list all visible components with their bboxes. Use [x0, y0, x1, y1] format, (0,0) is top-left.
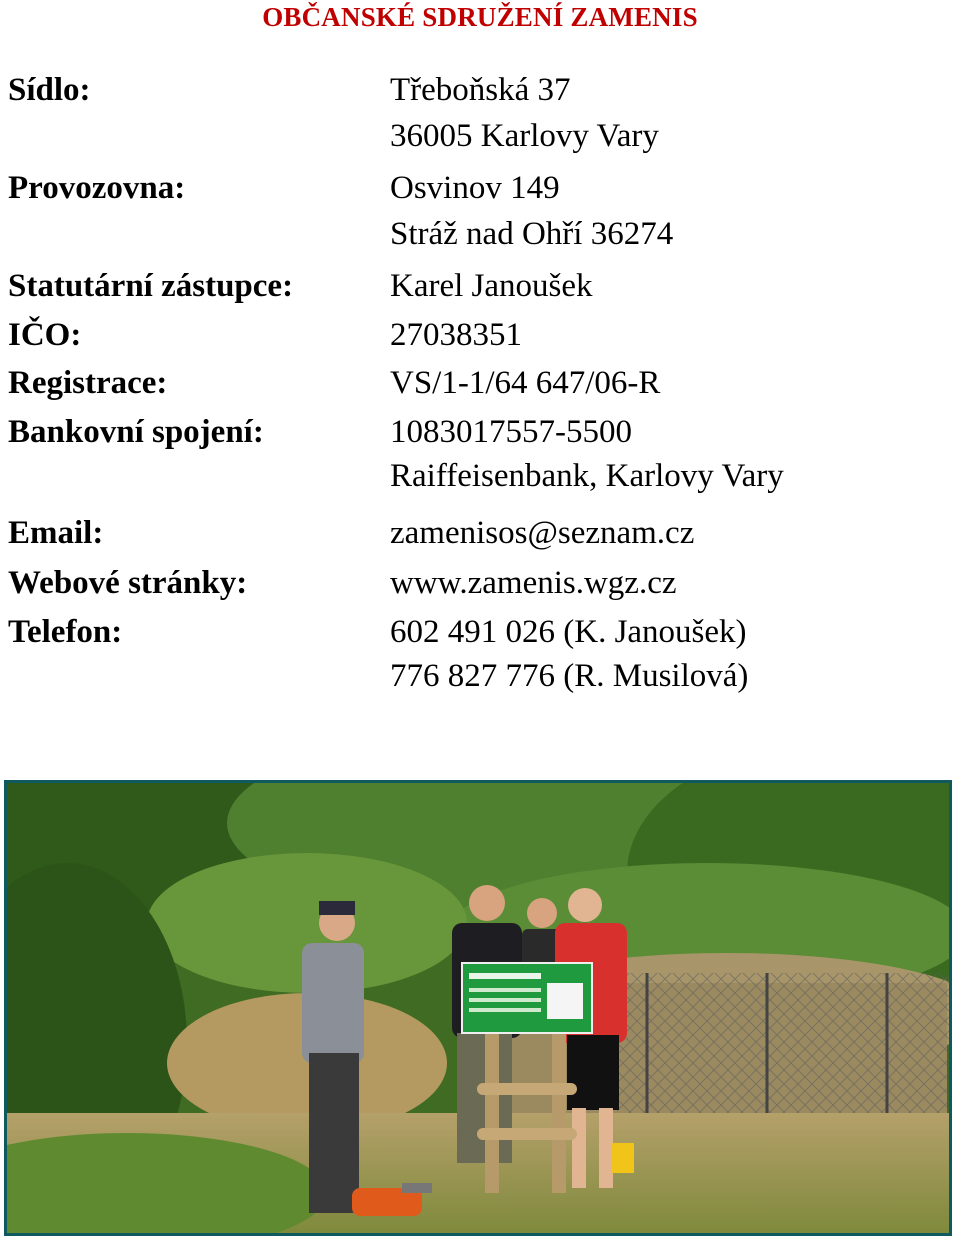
label-telefon: Telefon:: [8, 614, 123, 650]
label-sidlo: Sídlo:: [8, 72, 91, 108]
label-email: Email:: [8, 515, 104, 551]
value-sidlo-city: 36005 Karlovy Vary: [390, 118, 659, 154]
label-registrace: Registrace:: [8, 365, 168, 401]
value-telefon-2: 776 827 776 (R. Musilová): [390, 658, 749, 694]
label-provozovna: Provozovna:: [8, 170, 186, 206]
value-email[interactable]: zamenisos@seznam.cz: [390, 515, 695, 551]
document-title: OBČANSKÉ SDRUŽENÍ ZAMENIS: [262, 2, 698, 32]
value-ico: 27038351: [390, 317, 522, 353]
value-web[interactable]: www.zamenis.wgz.cz: [390, 565, 677, 601]
group-photo: [4, 780, 952, 1236]
value-banka-name: Raiffeisenbank, Karlovy Vary: [390, 458, 784, 494]
value-registrace: VS/1-1/64 647/06-R: [390, 365, 661, 401]
value-provozovna-street: Osvinov 149: [390, 170, 560, 206]
value-zastupce: Karel Janoušek: [390, 268, 593, 304]
value-provozovna-city: Stráž nad Ohří 36274: [390, 216, 674, 252]
label-zastupce: Statutární zástupce:: [8, 268, 294, 304]
label-banka: Bankovní spojení:: [8, 414, 264, 450]
value-sidlo-street: Třeboňská 37: [390, 72, 571, 108]
label-web: Webové stránky:: [8, 565, 248, 601]
value-telefon-1: 602 491 026 (K. Janoušek): [390, 614, 747, 650]
value-banka-account: 1083017557-5500: [390, 414, 632, 450]
label-ico: IČO:: [8, 317, 82, 353]
